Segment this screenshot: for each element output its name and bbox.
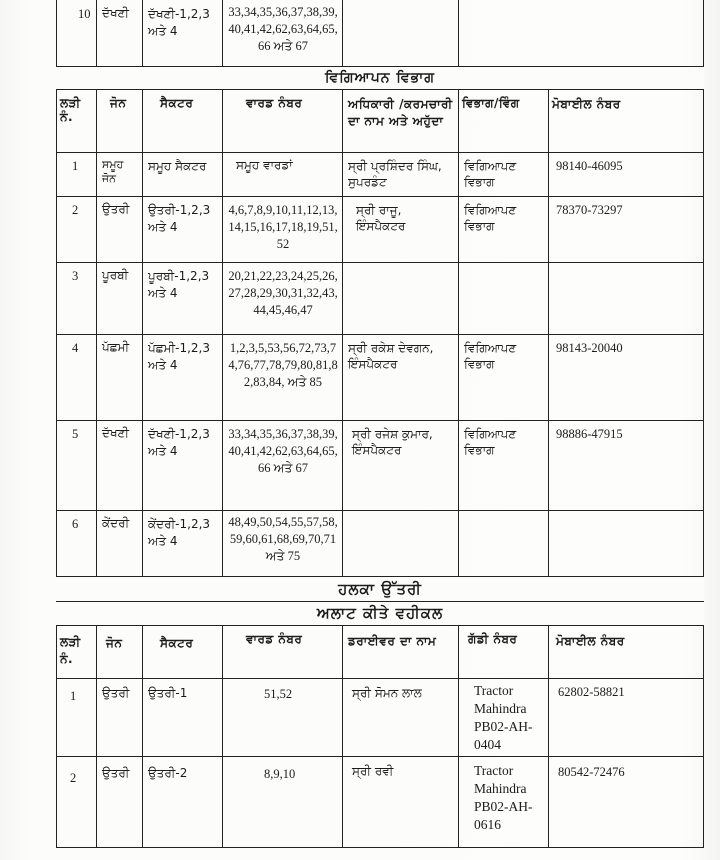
- cell-wards: ਸਮੂਹ ਵਾਰਡਾਂ: [236, 158, 293, 172]
- cell-mobile: 98143-20040: [556, 341, 623, 355]
- cell-sr: 2: [72, 203, 79, 217]
- cell-dept: ਵਿਗਿਆਪਣ ਵਿਭਾਗ: [464, 341, 517, 371]
- cell-wards: 33,34,35,36,37,38,39,40,41,42,62,63,64,65,66 ਅਤੇ 67: [228, 5, 338, 53]
- cell-zone: ਉਤਰੀ: [102, 202, 130, 216]
- cell-vehicle: Tractor Mahindra PB02-AH-0404: [474, 683, 533, 752]
- section-subtitle-allotted-vehicles: ਅਲਾਟ ਕੀਤੇ ਵਹੀਕਲ: [56, 602, 704, 626]
- header-dept: ਵਿਭਾਗ/ਵਿੰਗ: [462, 96, 520, 110]
- header-mobile: ਮੋਬਾਈਲ ਨੰਬਰ: [556, 634, 625, 648]
- header-ward: ਵਾਰਡ ਨੰਬਰ: [246, 632, 303, 646]
- header-zone: ਜੋਨ: [106, 636, 123, 650]
- cell-mobile: 80542-72476: [558, 765, 625, 779]
- cell-officer: ਸ੍ਰੀ ਰਾਜੂ, ਇੰਸਪੈਕਟਰ: [356, 203, 406, 233]
- cell-zone: ਕੇਂਦਰੀ: [102, 516, 130, 530]
- cell-sr: 5: [72, 427, 79, 441]
- cell-wards: 4,6,7,8,9,10,11,12,13,14,15,16,17,18,19,51,52: [228, 203, 338, 251]
- section-title-advertising: ਵਿਗਿਆਪਨ ਵਿਭਾਗ: [56, 66, 704, 90]
- cell-sr: 2: [70, 771, 77, 785]
- header-zone: ਜੋਨ: [110, 96, 127, 110]
- cell-vehicle: Tractor Mahindra PB02-AH-0616: [474, 763, 533, 832]
- cell-officer: ਸ੍ਰੀ ਰਜੇਸ਼ ਕੁਮਾਰ, ਇੰਸਪੈਕਟਰ: [352, 427, 433, 457]
- cell-zone: ਉਤਰੀ: [102, 686, 130, 700]
- header-mobile: ਮੋਬਾਈਲ ਨੰਬਰ: [552, 97, 621, 111]
- cell-sr: 6: [72, 517, 79, 531]
- header-sr: ਲੜੀ ਨੰ.: [60, 96, 81, 124]
- cell-driver: ਸ੍ਰੀ ਸੋਮਨ ਲਾਲ: [352, 686, 422, 700]
- cell-officer: ਸ੍ਰੀ ਪ੍ਰਸ਼ਿੰਦਰ ਸਿੰਘ, ਸੁਪਰਡੰਟ: [348, 159, 442, 189]
- cell-zone: ਪੱਛਮੀ: [102, 340, 130, 354]
- cell-wards: 8,9,10: [264, 767, 296, 781]
- cell-sector: ਪੱਛਮੀ-1,2,3 ਅਤੇ 4: [148, 341, 210, 372]
- section-title-north-constituency: ਹਲਕਾ ਉੱਤਰੀ: [56, 576, 704, 602]
- cell-wards: 1,2,3,5,53,56,72,73,74,76,77,78,79,80,81,82,83,84, ਅਤੇ 85: [228, 341, 338, 389]
- cell-zone: ਸਮੂਹ ਜੋਨ: [102, 158, 124, 185]
- cell-mobile: 78370-73297: [556, 203, 623, 217]
- cell-dept: ਵਿਗਿਆਪਣ ਵਿਭਾਗ: [464, 427, 517, 457]
- header-officer: ਅਧਿਕਾਰੀ /ਕਰਮਚਾਰੀ ਦਾ ਨਾਮ ਅਤੇ ਅਹੁੱਦਾ: [348, 97, 453, 128]
- cell-sr: 3: [72, 269, 79, 283]
- table-frame: [56, 0, 704, 848]
- cell-sector: ਪੂਰਬੀ-1,2,3 ਅਤੇ 4: [148, 269, 210, 300]
- cell-driver: ਸ੍ਰੀ ਰਵੀ: [352, 764, 394, 778]
- cell-sr: 10: [78, 7, 91, 21]
- cell-sector: ਕੇਂਦਰੀ-1,2,3 ਅਤੇ 4: [148, 517, 211, 548]
- cell-wards: 48,49,50,54,55,57,58,59,60,61,68,69,70,71 ਅਤੇ 75: [228, 515, 338, 563]
- cell-wards: 51,52: [264, 687, 293, 701]
- cell-sector: ਦੱਖਣੀ-1,2,3 ਅਤੇ 4: [148, 427, 210, 458]
- cell-zone: ਦੱਖਣੀ: [102, 426, 129, 440]
- header-sector: ਸੈਕਟਰ: [160, 96, 194, 110]
- cell-sector: ਦੱਖਣੀ-1,2,3 ਅਤੇ 4: [148, 7, 210, 38]
- cell-dept: ਵਿਗਿਆਪਣ ਵਿਭਾਗ: [464, 159, 517, 189]
- cell-sr: 1: [70, 689, 77, 703]
- header-vehicle: ਗੱਡੀ ਨੰਬਰ: [468, 632, 518, 646]
- cell-zone: ਦੱਖਣੀ: [102, 6, 129, 20]
- cell-zone: ਪੂਰਬੀ: [102, 268, 129, 282]
- cell-mobile: 98140-46095: [556, 159, 623, 173]
- cell-sr: 1: [72, 159, 79, 173]
- cell-sr: 4: [72, 341, 79, 355]
- cell-sector: ਸਮੂਹ ਸੈਕਟਰ: [148, 159, 207, 173]
- cell-officer: ਸ੍ਰੀ ਰਕੇਸ਼ ਦੇਵਗਨ, ਇੰਸਪੈਕਟਰ: [348, 341, 434, 371]
- header-sr: ਲੜੀ ਨੰ.: [60, 635, 81, 666]
- cell-sector: ਉਤਰੀ-1,2,3 ਅਤੇ 4: [148, 203, 211, 234]
- cell-dept: ਵਿਗਿਆਪਣ ਵਿਭਾਗ: [464, 203, 517, 233]
- cell-sector: ਉਤਰੀ-2: [148, 766, 188, 780]
- cell-sector: ਉਤਰੀ-1: [148, 686, 188, 700]
- cell-wards: 20,21,22,23,24,25,26,27,28,29,30,31,32,43,44,45,46,47: [228, 269, 338, 317]
- cell-mobile: 62802-58821: [558, 685, 625, 699]
- header-ward: ਵਾਰਡ ਨੰਬਰ: [246, 96, 303, 110]
- cell-zone: ਉਤਰੀ: [102, 766, 130, 780]
- cell-mobile: 98886-47915: [556, 427, 623, 441]
- header-driver: ਡਰਾਈਵਰ ਦਾ ਨਾਮ: [348, 634, 437, 648]
- cell-wards: 33,34,35,36,37,38,39,40,41,42,62,63,64,65,66 ਅਤੇ 67: [228, 427, 338, 475]
- header-sector: ਸੈਕਟਰ: [160, 636, 194, 650]
